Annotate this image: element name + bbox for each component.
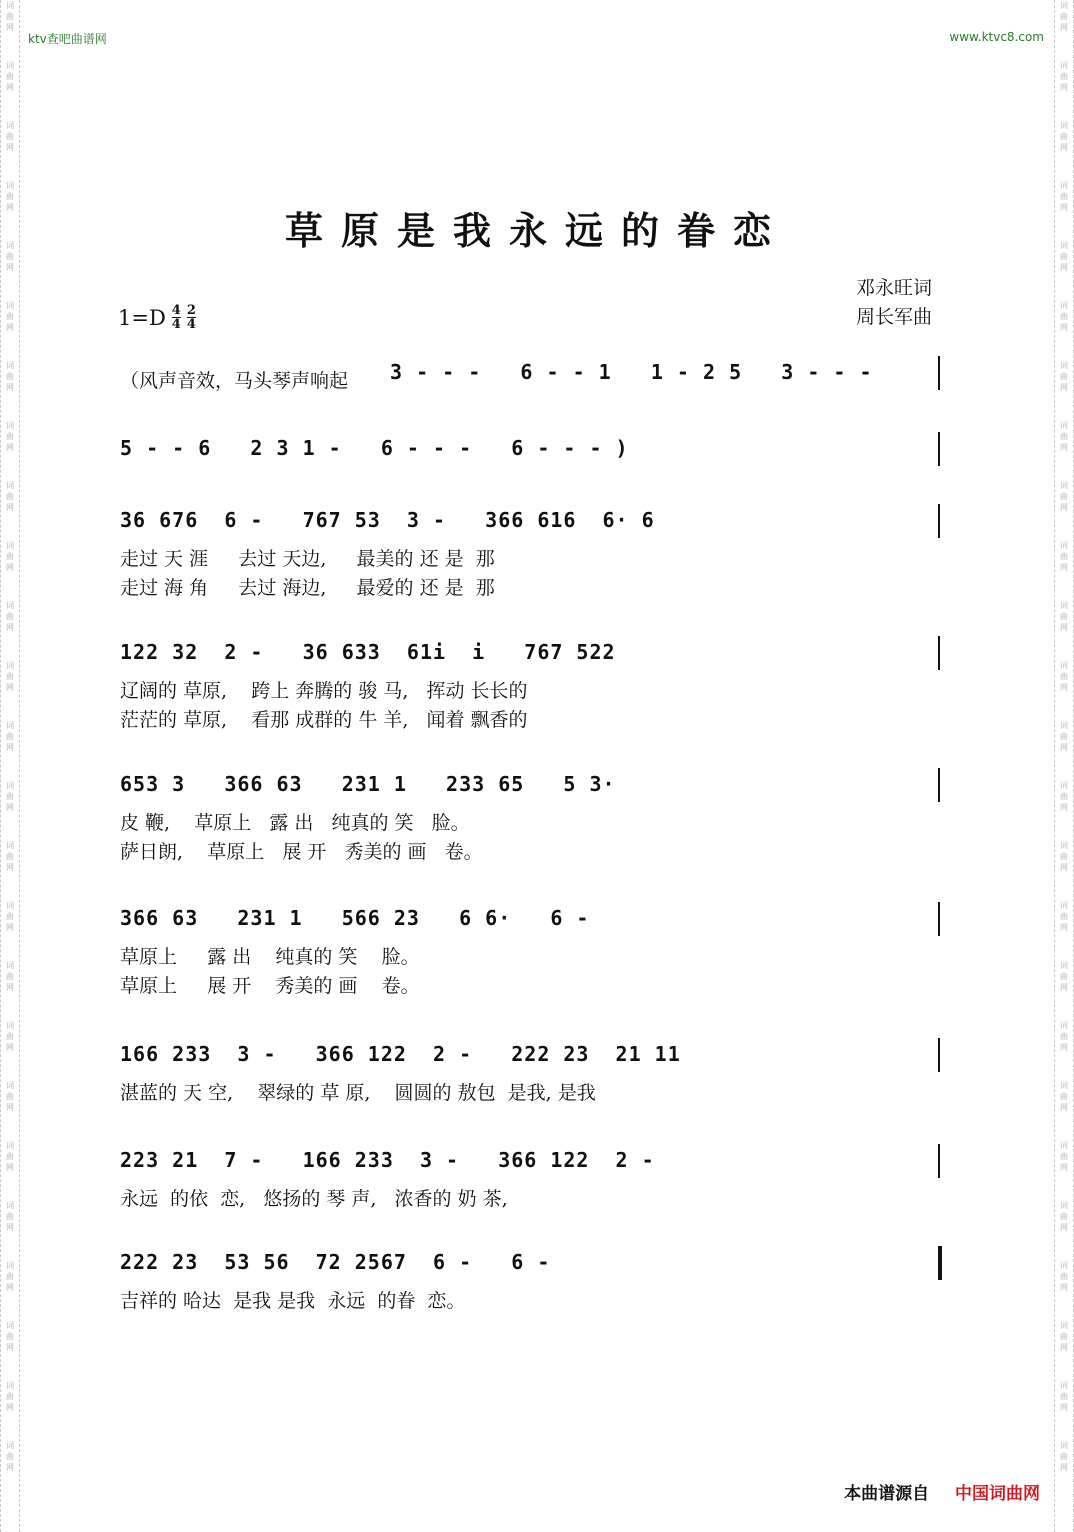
side-watermark-text: 词 曲 网 — [1060, 361, 1068, 392]
lyrics-verse-1: 湛蓝的 天 空, 翠绿的 草 原, 圆圆的 敖包 是我, 是我 — [120, 1082, 596, 1104]
notation-line: 5 - - 6 2 3 1 - 6 - - - 6 - - - ) — [120, 436, 629, 460]
side-watermark-text: 词 曲 网 — [6, 1141, 14, 1172]
header-site-right[interactable]: www.ktvc8.com — [949, 30, 1044, 44]
side-watermark-text: 词 曲 网 — [1060, 601, 1068, 632]
side-watermark-text: 词 曲 网 — [1060, 1021, 1068, 1052]
lyrics-verse-2: 茫茫的 草原, 看那 成群的 牛 羊, 闻着 飘香的 — [120, 709, 528, 731]
barline — [938, 1144, 940, 1178]
side-watermark-text: 词 曲 网 — [1060, 241, 1068, 272]
side-watermark-text: 词 曲 网 — [6, 1, 14, 32]
key-signature — [118, 304, 196, 331]
notation-line: 223 21 7 - 166 233 3 - 366 122 2 - — [120, 1148, 655, 1172]
header-site-left[interactable]: ktv查吧曲谱网 — [28, 32, 107, 46]
notation-line: 36 676 6 - 767 53 3 - 366 616 6· 6 — [120, 508, 655, 532]
side-watermark-text: 词 曲 网 — [6, 1021, 14, 1052]
side-watermark-text: 词 曲 网 — [6, 1081, 14, 1112]
lyrics-verse-1: 皮 鞭, 草原上 露 出 纯真的 笑 脸。 — [120, 812, 470, 834]
lyricist-credit: 邓永旺词 — [855, 277, 932, 299]
side-watermark-text: 词 曲 网 — [1060, 901, 1068, 932]
side-watermark-text: 词 曲 网 — [1060, 421, 1068, 452]
side-watermark-text: 词 曲 网 — [1060, 1381, 1068, 1412]
side-watermark-text: 词 曲 网 — [6, 721, 14, 752]
side-watermark-text: 词 曲 网 — [6, 361, 14, 392]
side-watermark-text: 词 曲 网 — [6, 601, 14, 632]
side-watermark-text: 词 曲 网 — [6, 421, 14, 452]
side-watermark-text: 词 曲 网 — [6, 1381, 14, 1412]
barline — [938, 1038, 940, 1072]
side-watermark-text: 词 曲 网 — [1060, 121, 1068, 152]
side-watermark-text: 词 曲 网 — [1060, 1141, 1068, 1172]
notation-line: 122 32 2 - 36 633 61i i 767 522 — [120, 640, 616, 664]
side-watermark-text: 词 曲 网 — [6, 1321, 14, 1352]
side-watermark-text: 词 曲 网 — [1060, 841, 1068, 872]
time-signature-2: $\frac{2}{4}$ — [186, 303, 196, 332]
side-watermark-text: 词 曲 网 — [6, 961, 14, 992]
side-watermark-text: 词 曲 网 — [1060, 181, 1068, 212]
side-watermark-text: 词 曲 网 — [6, 661, 14, 692]
key-label: 1=D — [118, 305, 166, 330]
side-watermark-text: 词 曲 网 — [6, 241, 14, 272]
barline — [938, 636, 940, 670]
side-watermark-text: 词 曲 网 — [1060, 1441, 1068, 1472]
lyrics-verse-1: 走过 天 涯 去过 天边, 最美的 还 是 那 — [120, 548, 495, 570]
notation-line: 166 233 3 - 366 122 2 - 222 23 21 11 — [120, 1042, 681, 1066]
side-watermark-text: 词 曲 网 — [6, 181, 14, 212]
notation-line: 222 23 53 56 72 2567 6 - 6 - — [120, 1250, 551, 1274]
side-watermark-text: 词 曲 网 — [6, 841, 14, 872]
barline — [938, 504, 940, 538]
side-watermark-text: 词 曲 网 — [6, 1441, 14, 1472]
barline — [938, 356, 940, 390]
lyrics-verse-1: 辽阔的 草原, 跨上 奔腾的 骏 马, 挥动 长长的 — [120, 680, 528, 702]
time-signature-1: $\frac{4}{4}$ — [171, 303, 181, 332]
side-watermark-text: 词 曲 网 — [1060, 1081, 1068, 1112]
side-watermark-text: 词 曲 网 — [6, 781, 14, 812]
side-watermark-text: 词 曲 网 — [1060, 661, 1068, 692]
side-watermark-text: 词 曲 网 — [6, 61, 14, 92]
side-watermark-text: 词 曲 网 — [6, 541, 14, 572]
side-watermark-text: 词 曲 网 — [1060, 1, 1068, 32]
barline — [938, 1246, 942, 1280]
barline — [938, 768, 940, 802]
side-watermark-text: 词 曲 网 — [1060, 541, 1068, 572]
side-watermark-text: 词 曲 网 — [1060, 481, 1068, 512]
notation-line: 3 - - - 6 - - 1 1 - 2 5 3 - - - — [390, 360, 873, 384]
lyrics-verse-1: 永远 的依 恋, 悠扬的 琴 声, 浓香的 奶 茶, — [120, 1188, 508, 1210]
composer-credit: 周长军曲 — [855, 306, 932, 328]
side-watermark-text: 词 曲 网 — [1060, 961, 1068, 992]
lyrics-verse-2: 走过 海 角 去过 海边, 最爱的 还 是 那 — [120, 577, 495, 599]
side-watermark-text: 词 曲 网 — [1060, 301, 1068, 332]
side-watermark-text: 词 曲 网 — [1060, 1261, 1068, 1292]
footer — [844, 1479, 1040, 1504]
song-title: 草原是我永远的眷恋 — [284, 208, 789, 253]
side-watermark-text: 词 曲 网 — [1060, 721, 1068, 752]
barline — [938, 902, 940, 936]
notation-line: 653 3 366 63 231 1 233 65 5 3· — [120, 772, 616, 796]
side-watermark-text: 词 曲 网 — [6, 1261, 14, 1292]
lyrics-verse-1: 吉祥的 哈达 是我 是我 永远 的眷 恋。 — [120, 1290, 466, 1312]
lyrics-verse-2: 萨日朗, 草原上 展 开 秀美的 画 卷。 — [120, 841, 483, 863]
side-watermark-text: 词 曲 网 — [6, 121, 14, 152]
side-watermark-text: 词 曲 网 — [1060, 1201, 1068, 1232]
footer-site-name[interactable]: 中国词曲网 — [955, 1484, 1040, 1504]
lyrics-verse-2: 草原上 展 开 秀美的 画 卷。 — [120, 975, 420, 997]
footer-source-label: 本曲谱源自 — [844, 1484, 930, 1504]
side-watermark-text: 词 曲 网 — [6, 481, 14, 512]
intro-instruction: （风声音效，马头琴声响起 — [120, 370, 349, 392]
side-watermark-text: 词 曲 网 — [6, 1201, 14, 1232]
side-watermark-text: 词 曲 网 — [6, 901, 14, 932]
side-watermark-text: 词 曲 网 — [1060, 61, 1068, 92]
side-watermark-text: 词 曲 网 — [1060, 1321, 1068, 1352]
lyrics-verse-1: 草原上 露 出 纯真的 笑 脸。 — [120, 946, 420, 968]
side-watermark-text: 词 曲 网 — [1060, 781, 1068, 812]
side-watermark-text: 词 曲 网 — [6, 301, 14, 332]
barline — [938, 432, 940, 466]
notation-line: 366 63 231 1 566 23 6 6· 6 - — [120, 906, 590, 930]
